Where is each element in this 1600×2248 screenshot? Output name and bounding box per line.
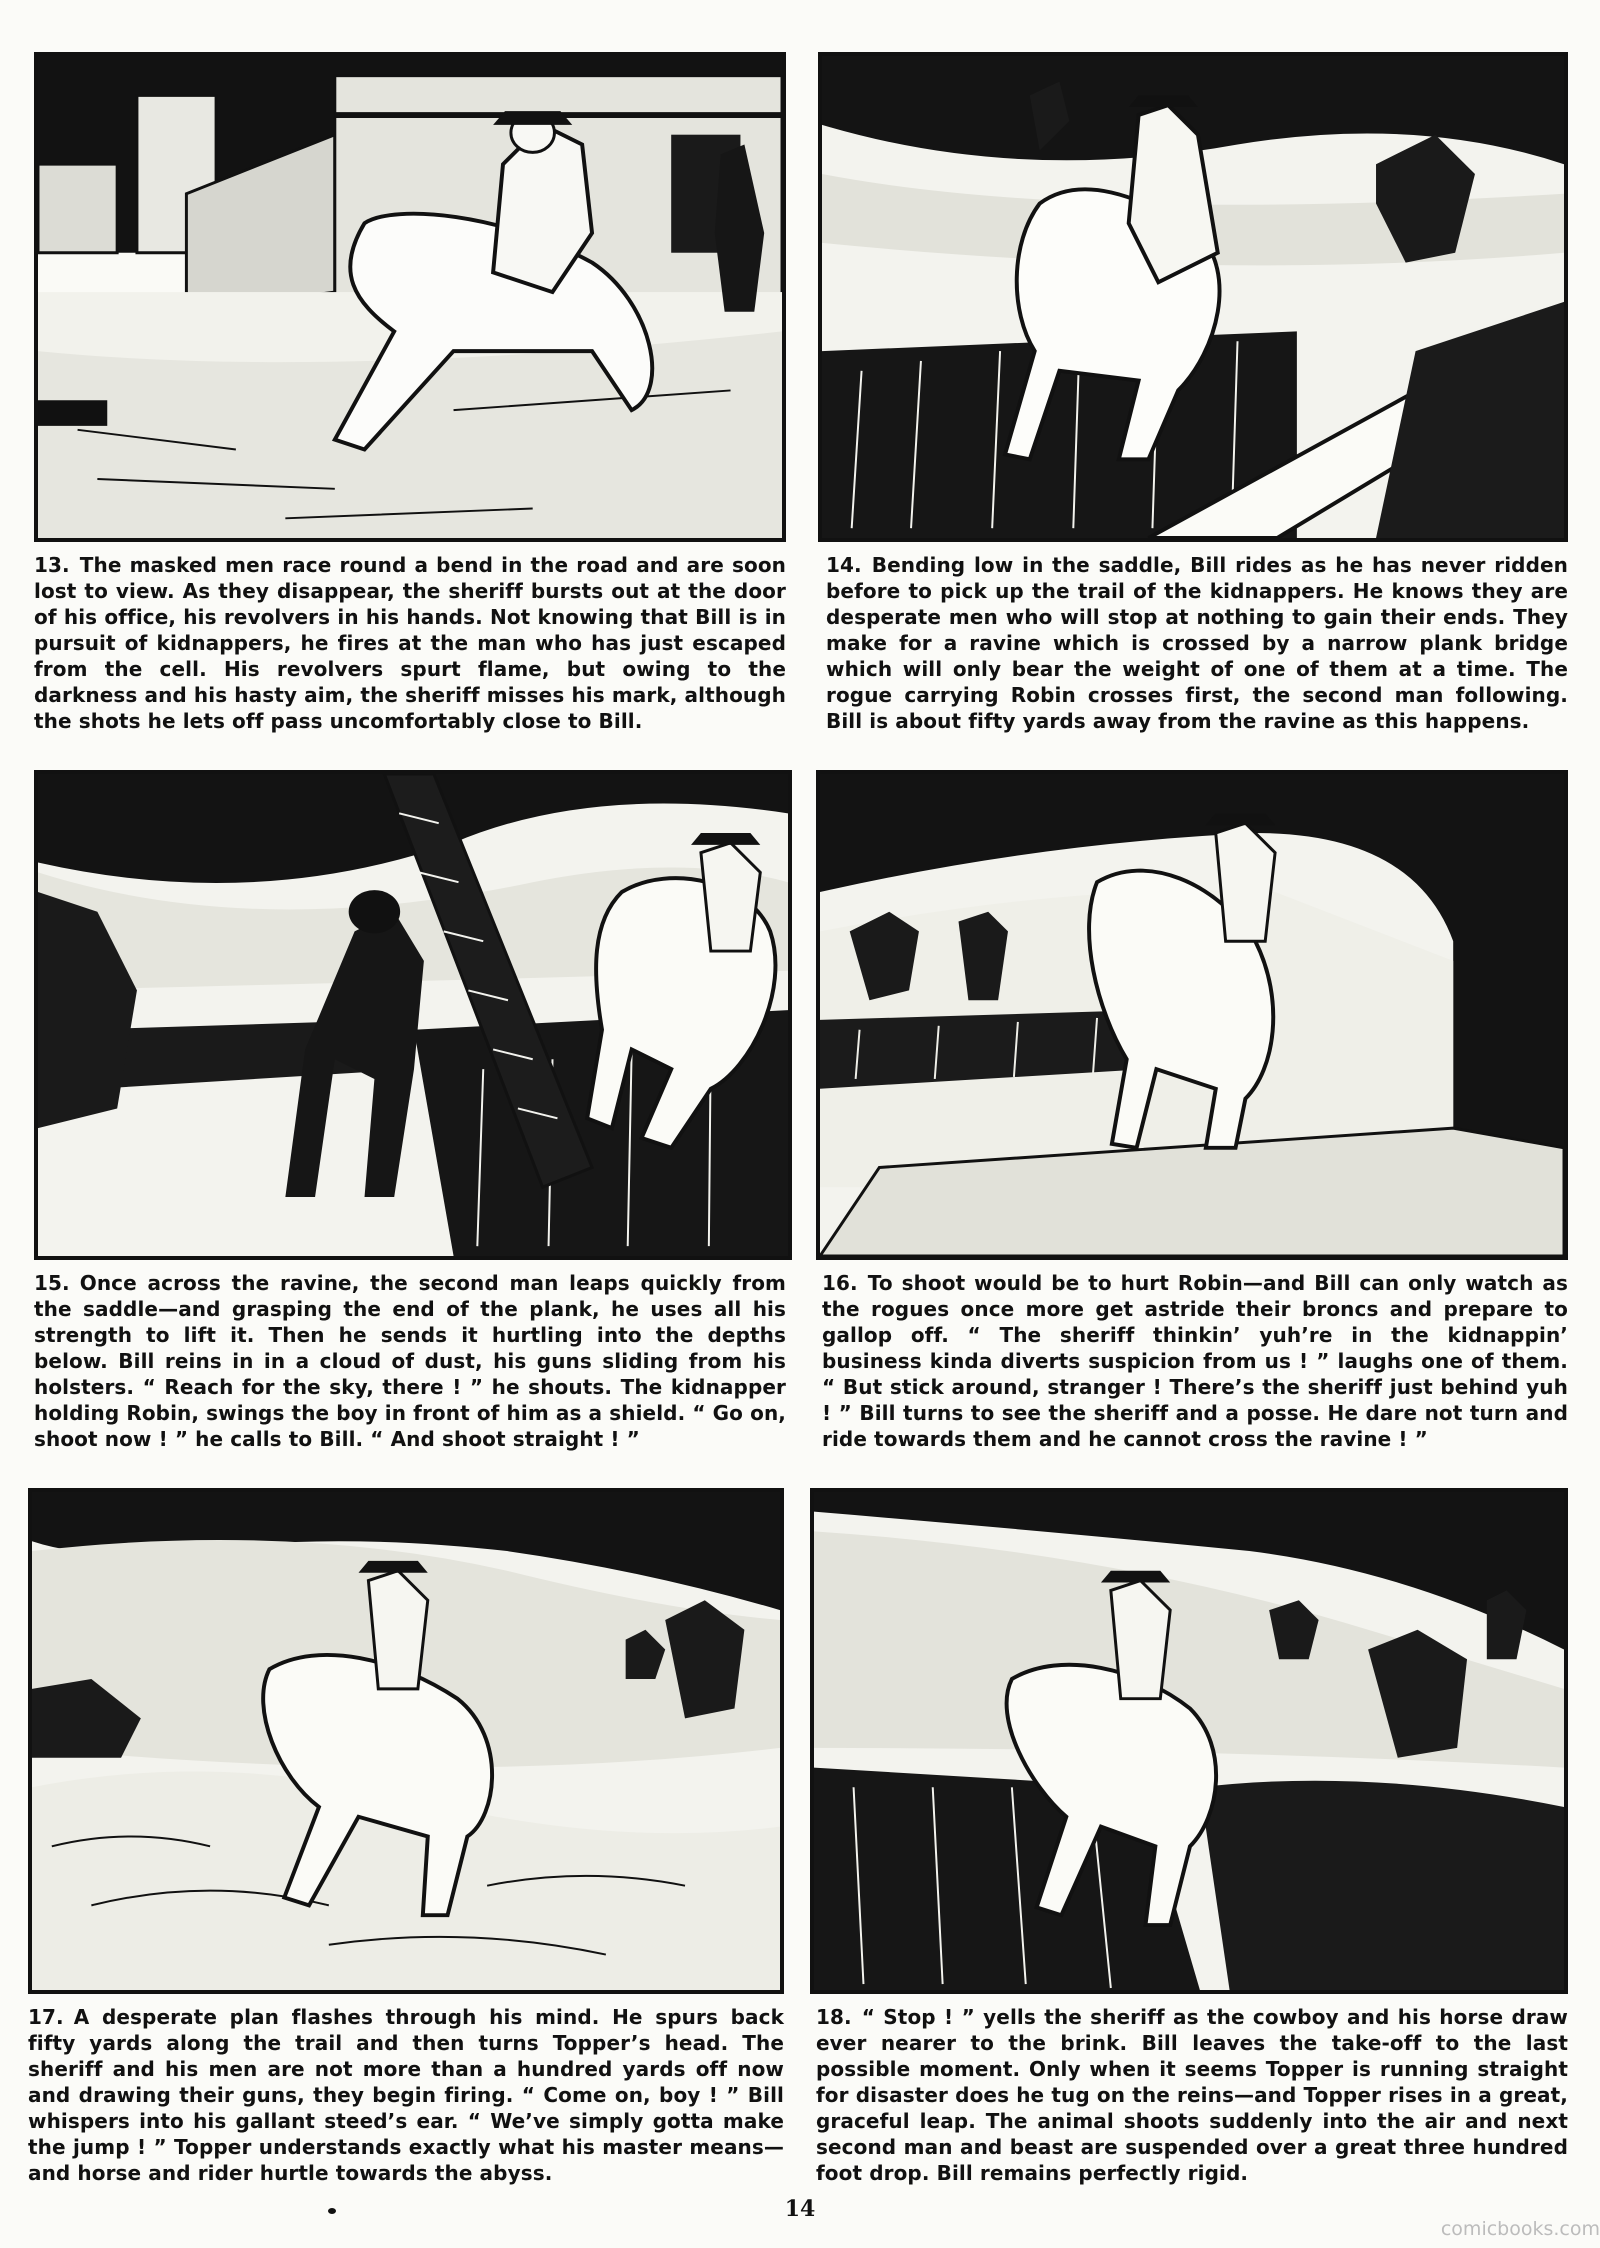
panel-15-number: 15. (34, 1271, 70, 1295)
page-number: 14 (784, 2196, 816, 2222)
panel-13-caption (34, 552, 786, 734)
panel-17-caption (28, 2004, 784, 2186)
panel-14-number: 14. (826, 553, 862, 577)
panel-17-text: A desperate plan flashes through his mind. He spurs back fifty yards along the trail and then turns Topper’s head. The sheriff and his men are not more than a hundred yards off now and drawing their guns, they begin firing. “ Come on, boy ! ” Bill whispers into his gallant steed’s ear. “ We’ve simply gotta make the jump ! ” Topper understands exactly what his master means—and horse and rider hurtle towards the abyss. (28, 2005, 784, 2185)
panel-15-art (34, 770, 792, 1260)
spurs-back-illustration (32, 1492, 780, 1990)
watermark: comicbooks.com (1440, 2218, 1600, 2240)
panel-18-art (810, 1488, 1568, 1994)
panel-13-art (34, 52, 786, 542)
panel-18-caption (816, 2004, 1568, 2186)
panel-16-caption (822, 1270, 1568, 1452)
panel-16-number: 16. (822, 1271, 858, 1295)
panel-18-text: “ Stop ! ” yells the sheriff as the cowboy and his horse draw ever nearer to the brink. Bill leaves the take-off to the last possible moment. Only when it seems Topper is running straight for disaster does he tug on the reins—and Topper rises in a great, graceful leap. The animal shoots suddenly into the air and next second man and beast are suspended over a great three hundred foot drop. Bill remains perfectly rigid. (816, 2005, 1568, 2185)
panel-15-caption (34, 1270, 786, 1452)
night-town-illustration (38, 56, 782, 538)
panel-17-art (28, 1488, 784, 1994)
panel-16-art (816, 770, 1568, 1260)
panel-13-number: 13. (34, 553, 70, 577)
panel-17-number: 17. (28, 2005, 64, 2029)
the-leap-illustration (814, 1492, 1564, 1990)
plank-lifted-illustration (38, 774, 788, 1256)
panel-14-text: Bending low in the saddle, Bill rides as he has never ridden before to pick up the trail of the kidnappers. He knows they are desperate men who will stop at nothing to gain their ends. They make for a ravine which is crossed by a narrow plank bridge which will only bear the weight of one of them at a time. The rogue carrying Robin crosses first, the second man following. Bill is about fifty yards away from the ravine as this happens. (826, 553, 1568, 733)
panel-14-art (818, 52, 1568, 542)
panel-15-text: Once across the ravine, the second man leaps quickly from the saddle—and grasping the end of the plank, he uses all his strength to lift it. Then he sends it hurtling into the depths below. Bill reins in in a cloud of dust, his guns sliding from his holsters. “ Reach for the sky, there ! ” he shouts. The kidnapper holding Robin, swings the boy in front of him as a shield. “ Go on, shoot now ! ” he calls to Bill. “ And shoot straight ! ” (34, 1271, 786, 1451)
panel-18-number: 18. (816, 2005, 852, 2029)
plank-bridge-illustration (822, 56, 1564, 538)
panel-16-text: To shoot would be to hurt Robin—and Bill can only watch as the rogues once more get astride their broncs and prepare to gallop off. “ The sheriff thinkin’ yuh’re in the kidnappin’ business kinda diverts suspicion from us ! ” laughs one of them. “ But stick around, stranger ! There’s the sheriff just behind yuh ! ” Bill turns to see the sheriff and a posse. He dare not turn and ride towards them and he cannot cross the ravine ! ” (822, 1271, 1568, 1451)
ravine-edge-illustration (820, 774, 1564, 1256)
panel-13-text: The masked men race round a bend in the road and are soon lost to view. As they disappear, the sheriff bursts out at the door of his office, his revolvers in his hands. Not knowing that Bill is in pursuit of kidnappers, he fires at the man who has just escaped from the cell. His revolvers spurt flame, but owing to the darkness and his hasty aim, the sheriff misses his mark, although the shots he lets off pass uncomfortably close to Bill. (34, 553, 786, 733)
ink-speck (328, 2208, 336, 2214)
panel-14-caption (826, 552, 1568, 734)
